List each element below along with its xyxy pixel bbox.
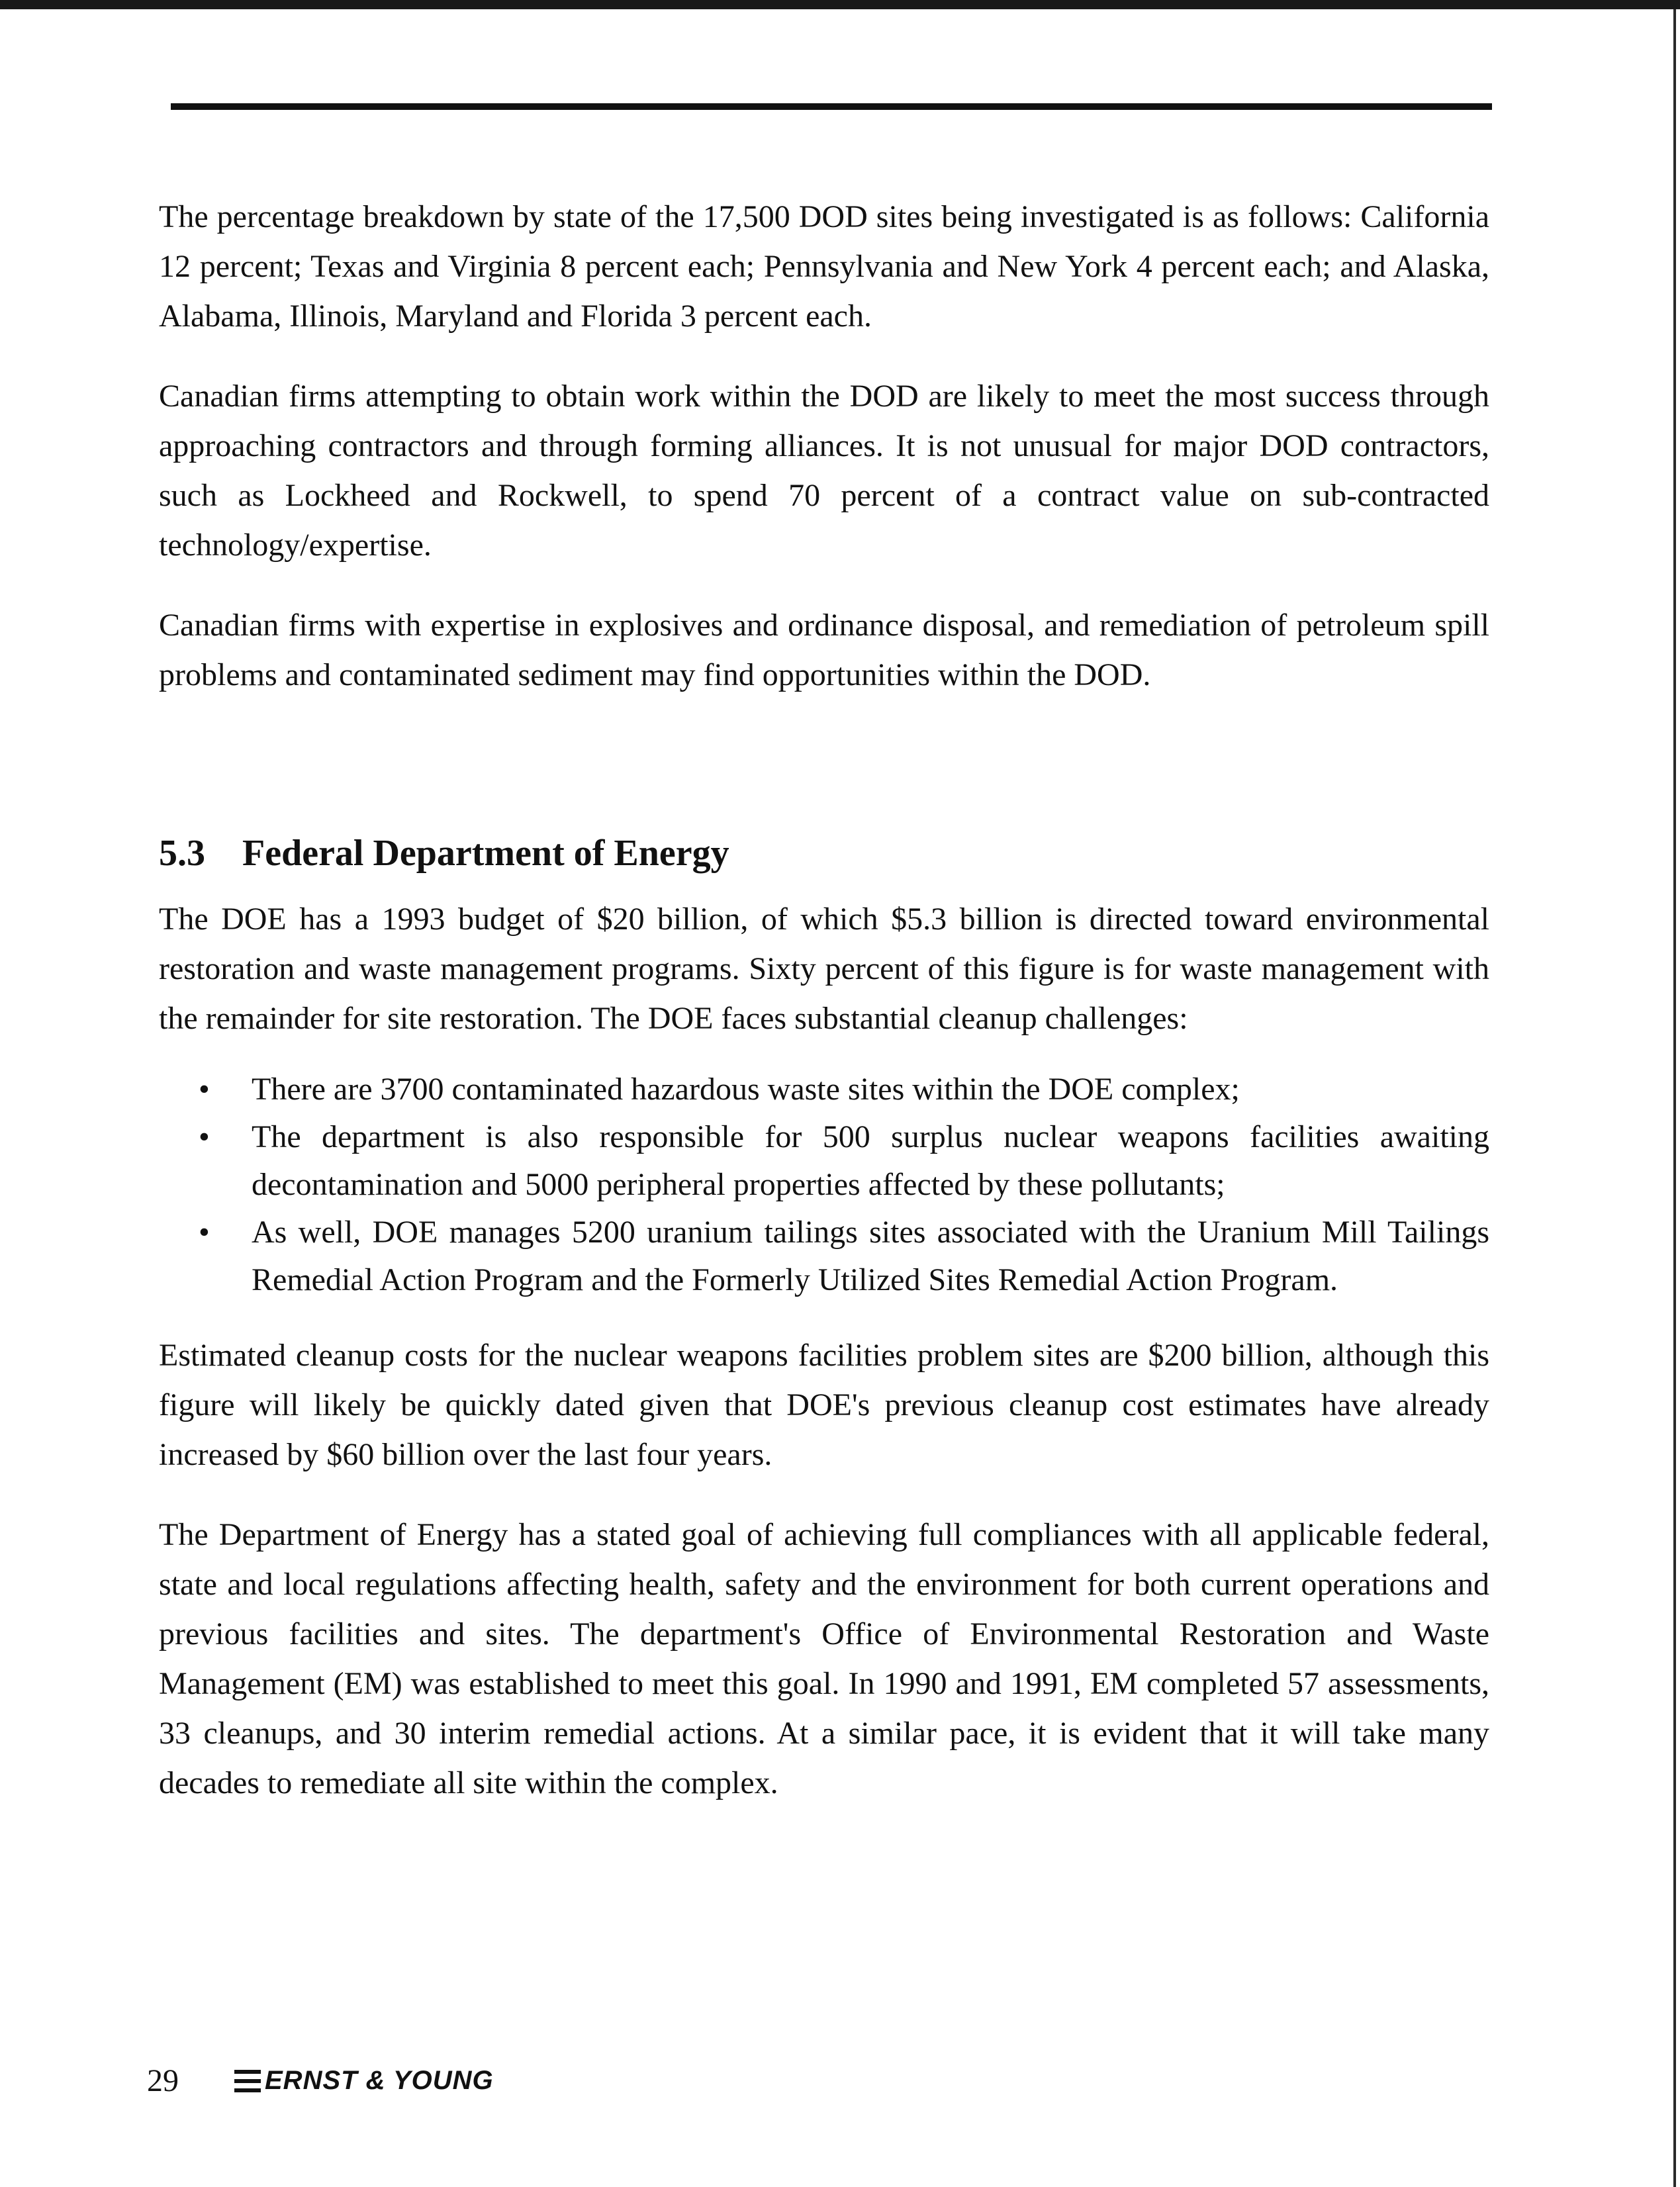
section-title: Federal Department of Energy <box>242 833 729 874</box>
section-heading <box>159 832 1489 874</box>
list-item <box>159 1209 1489 1304</box>
section-number: 5.3 <box>159 833 205 874</box>
paragraph-dod-state-breakdown: The percentage breakdown by state of the 17,500 DOD sites being investigated is as follows: California 12 percent; Texas and Virginia 8 percent each; Pennsylvania and New York 4 percent each; and Alaska, Alabama, Illinois, Maryland and Florida 3 percent each. <box>159 199 1489 334</box>
page-number: 29 <box>147 2063 179 2098</box>
scan-right-edge <box>1673 9 1676 2187</box>
logo-text: ERNST & YOUNG <box>265 2066 494 2095</box>
bullet-icon: • <box>199 1072 210 1107</box>
ernst-young-logo <box>234 2066 494 2096</box>
paragraph-cleanup-costs: Estimated cleanup costs for the nuclear weapons facilities problem sites are $200 billion, although this figure will likely be quickly dated given that DOE's previous cleanup cost estimates have already increased by $60 billion over the last four years. <box>159 1338 1489 1472</box>
paragraph-dod-opportunities: Canadian firms with expertise in explosives and ordinance disposal, and remediation of petroleum spill problems and contaminated sediment may find opportunities within the DOD. <box>159 608 1489 692</box>
list-item-text: As well, DOE manages 5200 uranium tailings sites associated with the Uranium Mill Tailings Remedial Action Program and the Formerly Utilized Sites Remedial Action Program. <box>252 1215 1489 1297</box>
page-body <box>159 192 1489 1838</box>
paragraph-doe-goal: The Department of Energy has a stated goal of achieving full compliances with all applicable federal, state and local regulations affecting health, safety and the environment for both current operations and previous facilities and sites. The department's Office of Environmental Restoration and Waste Management (EM) was established to meet this goal. In 1990 and 1991, EM completed 57 assessments, 33 cleanups, and 30 interim remedial actions. At a similar pace, it is evident that it will take many decades to remediate all site within the complex. <box>159 1517 1489 1800</box>
list-item <box>159 1113 1489 1209</box>
bullet-icon: • <box>199 1119 210 1154</box>
scan-top-edge <box>0 0 1680 9</box>
page-footer <box>147 2063 494 2099</box>
doe-challenges-list <box>159 1066 1489 1304</box>
list-item <box>159 1066 1489 1113</box>
ernst-young-logo-icon <box>234 2070 261 2092</box>
list-item-text: The department is also responsible for 500 surplus nuclear weapons facilities awaiting decontamination and 5000 peripheral properties affected by these pollutants; <box>252 1119 1489 1202</box>
header-rule <box>171 103 1492 110</box>
bullet-icon: • <box>199 1215 210 1250</box>
paragraph-dod-contractors: Canadian firms attempting to obtain work within the DOD are likely to meet the most success through approaching contractors and through forming alliances. It is not unusual for major DOD contractors, such as Lockheed and Rockwell, to spend 70 percent of a contract value on sub-contracted technology/expertise. <box>159 379 1489 563</box>
list-item-text: There are 3700 contaminated hazardous waste sites within the DOE complex; <box>252 1072 1240 1107</box>
paragraph-doe-budget: The DOE has a 1993 budget of $20 billion, of which $5.3 billion is directed toward environmental restoration and waste management programs. Sixty percent of this figure is for waste management with the remainder for site restoration. The DOE faces substantial cleanup challenges: <box>159 902 1489 1036</box>
